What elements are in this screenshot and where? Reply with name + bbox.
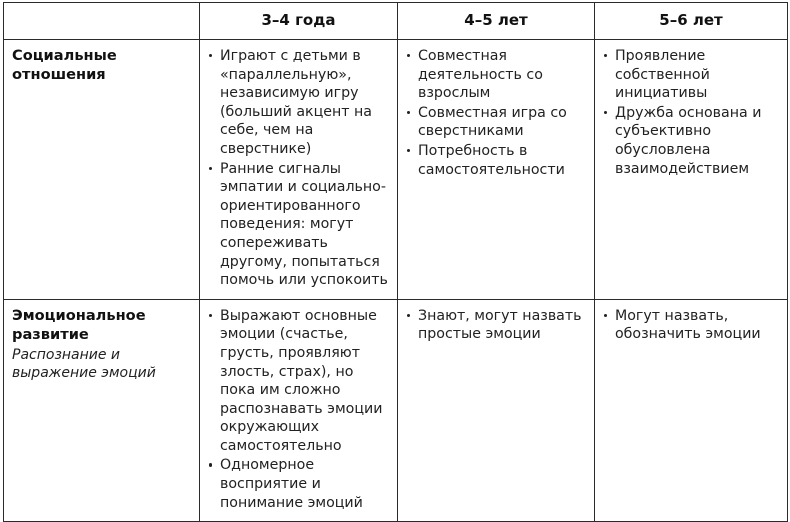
cell-emotional-4-5: [398, 299, 595, 522]
list-item: Совместная игра со сверстниками: [406, 104, 586, 141]
list-item: Знают, могут назвать простые эмоции: [406, 307, 586, 344]
list-item: Проявление собственной инициативы: [603, 47, 779, 103]
row-title: Социальные отношения: [12, 47, 117, 83]
bullet-list: [406, 47, 586, 179]
row-label-social-relations: [4, 40, 200, 300]
table-row: [4, 299, 788, 522]
header-cell-age-5-6: 5–6 лет: [595, 3, 788, 40]
list-item: Играют с детьми в «параллельную», независимую игру (больший акцент на себе, чем на сверстнике): [208, 47, 389, 159]
cell-social-3-4: [200, 40, 398, 300]
row-title: Эмоциональное развитие: [12, 306, 146, 343]
developmental-milestones-table-container: [3, 2, 787, 511]
bullet-list: [208, 47, 389, 290]
bullet-list: [406, 307, 586, 344]
list-item: Потребность в самостоятельности: [406, 142, 586, 179]
table-header: [4, 3, 788, 40]
cell-emotional-5-6: [595, 299, 788, 522]
header-cell-corner: [4, 3, 200, 40]
cell-social-4-5: [398, 40, 595, 300]
bullet-list: [208, 307, 389, 513]
list-item: Совместная деятельность со взрослым: [406, 47, 586, 103]
header-cell-age-4-5: 4–5 лет: [398, 3, 595, 40]
list-item: Могут назвать, обозначить эмоции: [603, 307, 779, 344]
developmental-milestones-table: [3, 2, 788, 522]
bullet-list: [603, 307, 779, 344]
cell-emotional-3-4: [200, 299, 398, 522]
list-item: Одномерное восприятие и понимание эмоций: [208, 456, 389, 512]
table-body: [4, 40, 788, 522]
list-item: Выражают основные эмоции (счастье, грусть, проявляют злость, страх), но пока им сложно распознавать эмоции окружающих самостоятельно: [208, 307, 389, 456]
bullet-list: [603, 47, 779, 178]
header-cell-age-3-4: 3–4 года: [200, 3, 398, 40]
list-item: Ранние сигналы эмпатии и социально-ориентированного поведения: могут сопереживать другому, попытаться помочь или успокоить: [208, 160, 389, 290]
row-subtitle: Распознание и выражение эмоций: [12, 346, 156, 381]
list-item: Дружба основана и субъективно обусловлена взаимодействием: [603, 104, 779, 178]
header-row: [4, 3, 788, 40]
row-label-emotional-development: [4, 299, 200, 522]
table-row: [4, 40, 788, 300]
cell-social-5-6: [595, 40, 788, 300]
